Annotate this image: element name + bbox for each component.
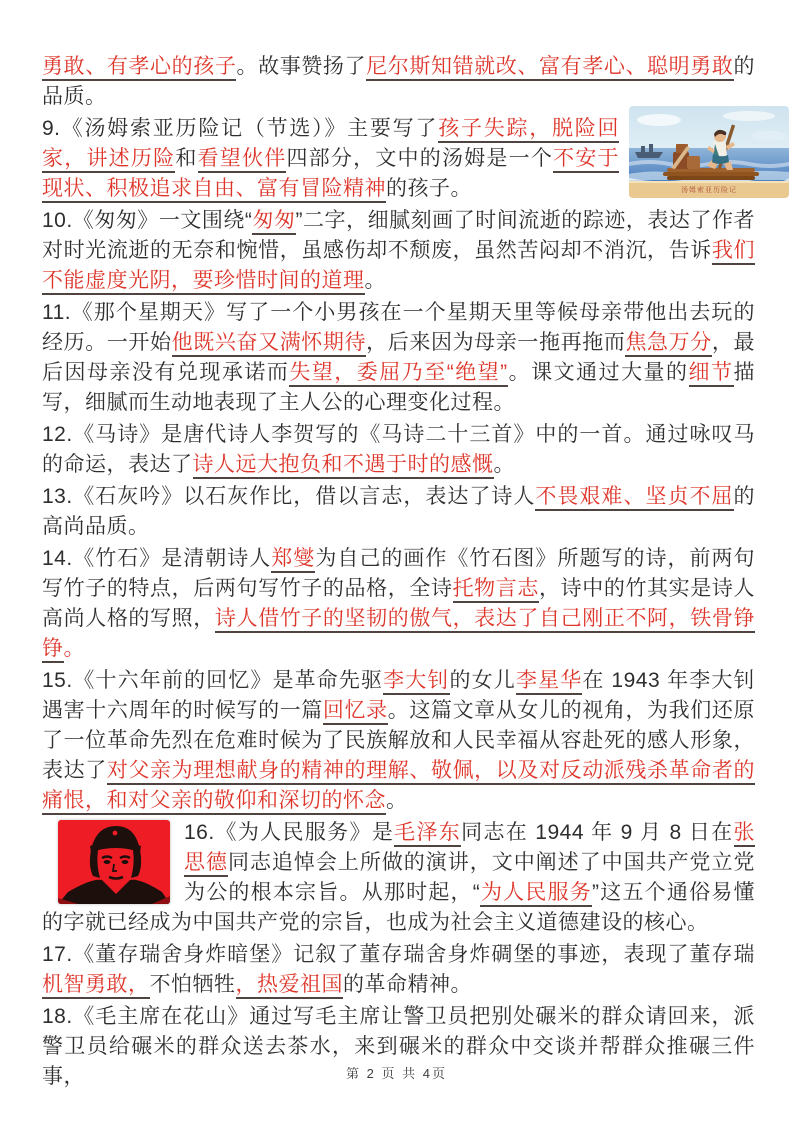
- body-text: 12.《马诗》是唐代诗人李贺写的《马诗二十三首》中的一首。通过咏叹马的命运，表达了: [42, 423, 755, 476]
- note-item-6: [42, 544, 755, 664]
- note-item-4: [42, 420, 755, 480]
- highlighted-text: 。: [63, 637, 85, 660]
- highlighted-text: 对父亲为理想献身的精神的理解、敬佩，以及对反动派残杀革命者的痛恨，和对父亲的敬仰和深切的怀念: [42, 759, 755, 815]
- highlighted-text: ，热爱祖国: [236, 973, 344, 999]
- highlighted-text: 李星华: [516, 669, 582, 695]
- highlighted-text: 看望伙伴: [198, 147, 287, 173]
- body-text: 。这篇文章从女儿的视角，为我们还原了一位革命先烈在危难时候为了民族解放和人民幸福从容赴死的感人形象，表达了: [42, 699, 755, 782]
- highlighted-text: 张思德: [184, 821, 755, 877]
- body-text: 11.《那个星期天》写了一个小男孩在一个星期天里等候母亲带他出去玩的经历。一开始: [42, 301, 755, 354]
- highlighted-text: 郑燮: [271, 547, 315, 573]
- highlighted-text: 不畏艰难、坚贞不屈: [535, 485, 733, 511]
- raft-scene-graphic: [629, 106, 789, 198]
- highlighted-text: 焦急万分: [625, 331, 711, 357]
- highlighted-text: 孩子失踪，脱险回家，讲述历险: [42, 117, 619, 173]
- highlighted-text: 失望，委屈乃至“绝望”: [289, 361, 507, 387]
- highlighted-text: 为人民服务: [480, 881, 592, 907]
- highlighted-text: 李大钊: [383, 669, 449, 695]
- highlighted-text: 诗人远大抱负和不遇于时的感慨: [193, 453, 494, 479]
- page-number-footer: 第 2 页 共 4页: [346, 1066, 447, 1081]
- body-text: 16.《为人民服务》是: [184, 821, 395, 844]
- body-text: 不怕牺牲: [149, 973, 236, 996]
- soldier-woodcut-portrait-image: [58, 820, 170, 904]
- body-text: 四部分，文中的汤姆是一个: [286, 147, 554, 170]
- body-text: ”二字，细腻刻画了时间流逝的踪迹，表达了作者对时光流逝的无奈和惋惜，虽感伤却不颓废，虽然苦闷却不消沉，告诉: [42, 209, 756, 262]
- body-text: 的孩子。: [386, 177, 472, 200]
- body-text: 10.《匆匆》一文围绕“: [42, 209, 253, 232]
- body-text: 为自己的画作《竹石图》所题写的诗，前两句写竹子的特点，后两句写竹子的品格，全诗: [42, 547, 756, 600]
- raft-image-caption: 汤姆索亚历险记: [681, 187, 737, 194]
- highlighted-text: 毛泽东: [394, 821, 461, 847]
- body-text: 。: [364, 269, 386, 292]
- note-item-7: [42, 666, 755, 816]
- note-item-1: [42, 114, 755, 204]
- highlighted-text: 匆匆: [252, 209, 295, 235]
- body-text: 。课文通过大量的: [507, 361, 689, 384]
- tom-sawyer-raft-image: [629, 106, 789, 198]
- note-item-0: [42, 52, 755, 112]
- body-text: ，诗中的竹其实是诗人高尚人格的写照，: [42, 577, 755, 630]
- note-item-5: [42, 482, 755, 542]
- body-text: 的女儿: [449, 669, 516, 692]
- highlighted-text: 诗人借竹子的坚韧的傲气，表达了自己刚正不阿，铁骨铮铮: [42, 607, 755, 663]
- body-text: 9.《汤姆索亚历险记（节选）》主要写了: [42, 117, 439, 140]
- body-text: 。故事赞扬了: [236, 55, 367, 78]
- body-text: 同志追悼会上所做的演讲，文中阐述了中国共产党立党为公的根本宗旨。从那时起，“: [184, 851, 756, 904]
- body-text: 描写，细腻而生动地表现了主人公的心理变化过程。: [42, 361, 755, 414]
- body-text: 。: [386, 789, 408, 812]
- note-item-3: [42, 298, 755, 418]
- body-text: 。: [493, 453, 515, 476]
- highlighted-text: 托物言志: [453, 577, 539, 603]
- body-text: 和: [175, 147, 198, 170]
- highlighted-text: 尼尔斯知错就改、富有孝心、聪明勇敢: [366, 55, 733, 81]
- highlighted-text: 勇敢、有孝心的孩子: [42, 55, 236, 81]
- body-text: 的高尚品质。: [42, 485, 755, 538]
- body-text: ，最后因母亲没有兑现承诺而: [42, 331, 755, 384]
- highlighted-text: 回忆录: [323, 699, 388, 725]
- body-text: 的品质。: [42, 55, 755, 108]
- body-text: 18.《毛主席在花山》通过写毛主席让警卫员把别处碾米的群众请回来，派警卫员给碾米的群众送去茶水，来到碾米的群众中交谈并帮群众推碾三件事，: [42, 1005, 755, 1088]
- highlighted-text: 他既兴奋又满怀期待: [172, 331, 366, 357]
- body-text: 同志在 1944 年 9 月 8 日在: [461, 821, 734, 844]
- body-text: 15.《十六年前的回忆》是革命先驱: [42, 669, 384, 692]
- highlighted-text: 我们不能虚度光阴，要珍惜时间的道理: [42, 239, 755, 295]
- note-item-9: [42, 940, 755, 1000]
- highlighted-text: 机智勇敢，: [42, 973, 150, 999]
- body-text: 14.《竹石》是清朝诗人: [42, 547, 272, 570]
- body-text: 的革命精神。: [343, 973, 472, 996]
- body-text: ”这五个通俗易懂的字就已经成为中国共产党的宗旨，也成为社会主义道德建设的核心。: [42, 881, 756, 934]
- note-item-8: [42, 818, 755, 938]
- note-item-2: [42, 206, 755, 296]
- body-text: 17.《董存瑞舍身炸暗堡》记叙了董存瑞舍身炸碉堡的事迹，表现了董存瑞: [42, 943, 755, 966]
- body-text: 13.《石灰吟》以石灰作比，借以言志，表达了诗人: [42, 485, 536, 508]
- highlighted-text: 细节: [689, 361, 734, 387]
- highlighted-text: 不安于现状、积极追求自由、富有冒险精神: [42, 147, 619, 203]
- body-text: 在 1943 年李大钊遇害十六周年的时候写的一篇: [42, 669, 755, 722]
- body-text: ，后来因为母亲一拖再拖而: [366, 331, 626, 354]
- portrait-graphic: [58, 820, 170, 904]
